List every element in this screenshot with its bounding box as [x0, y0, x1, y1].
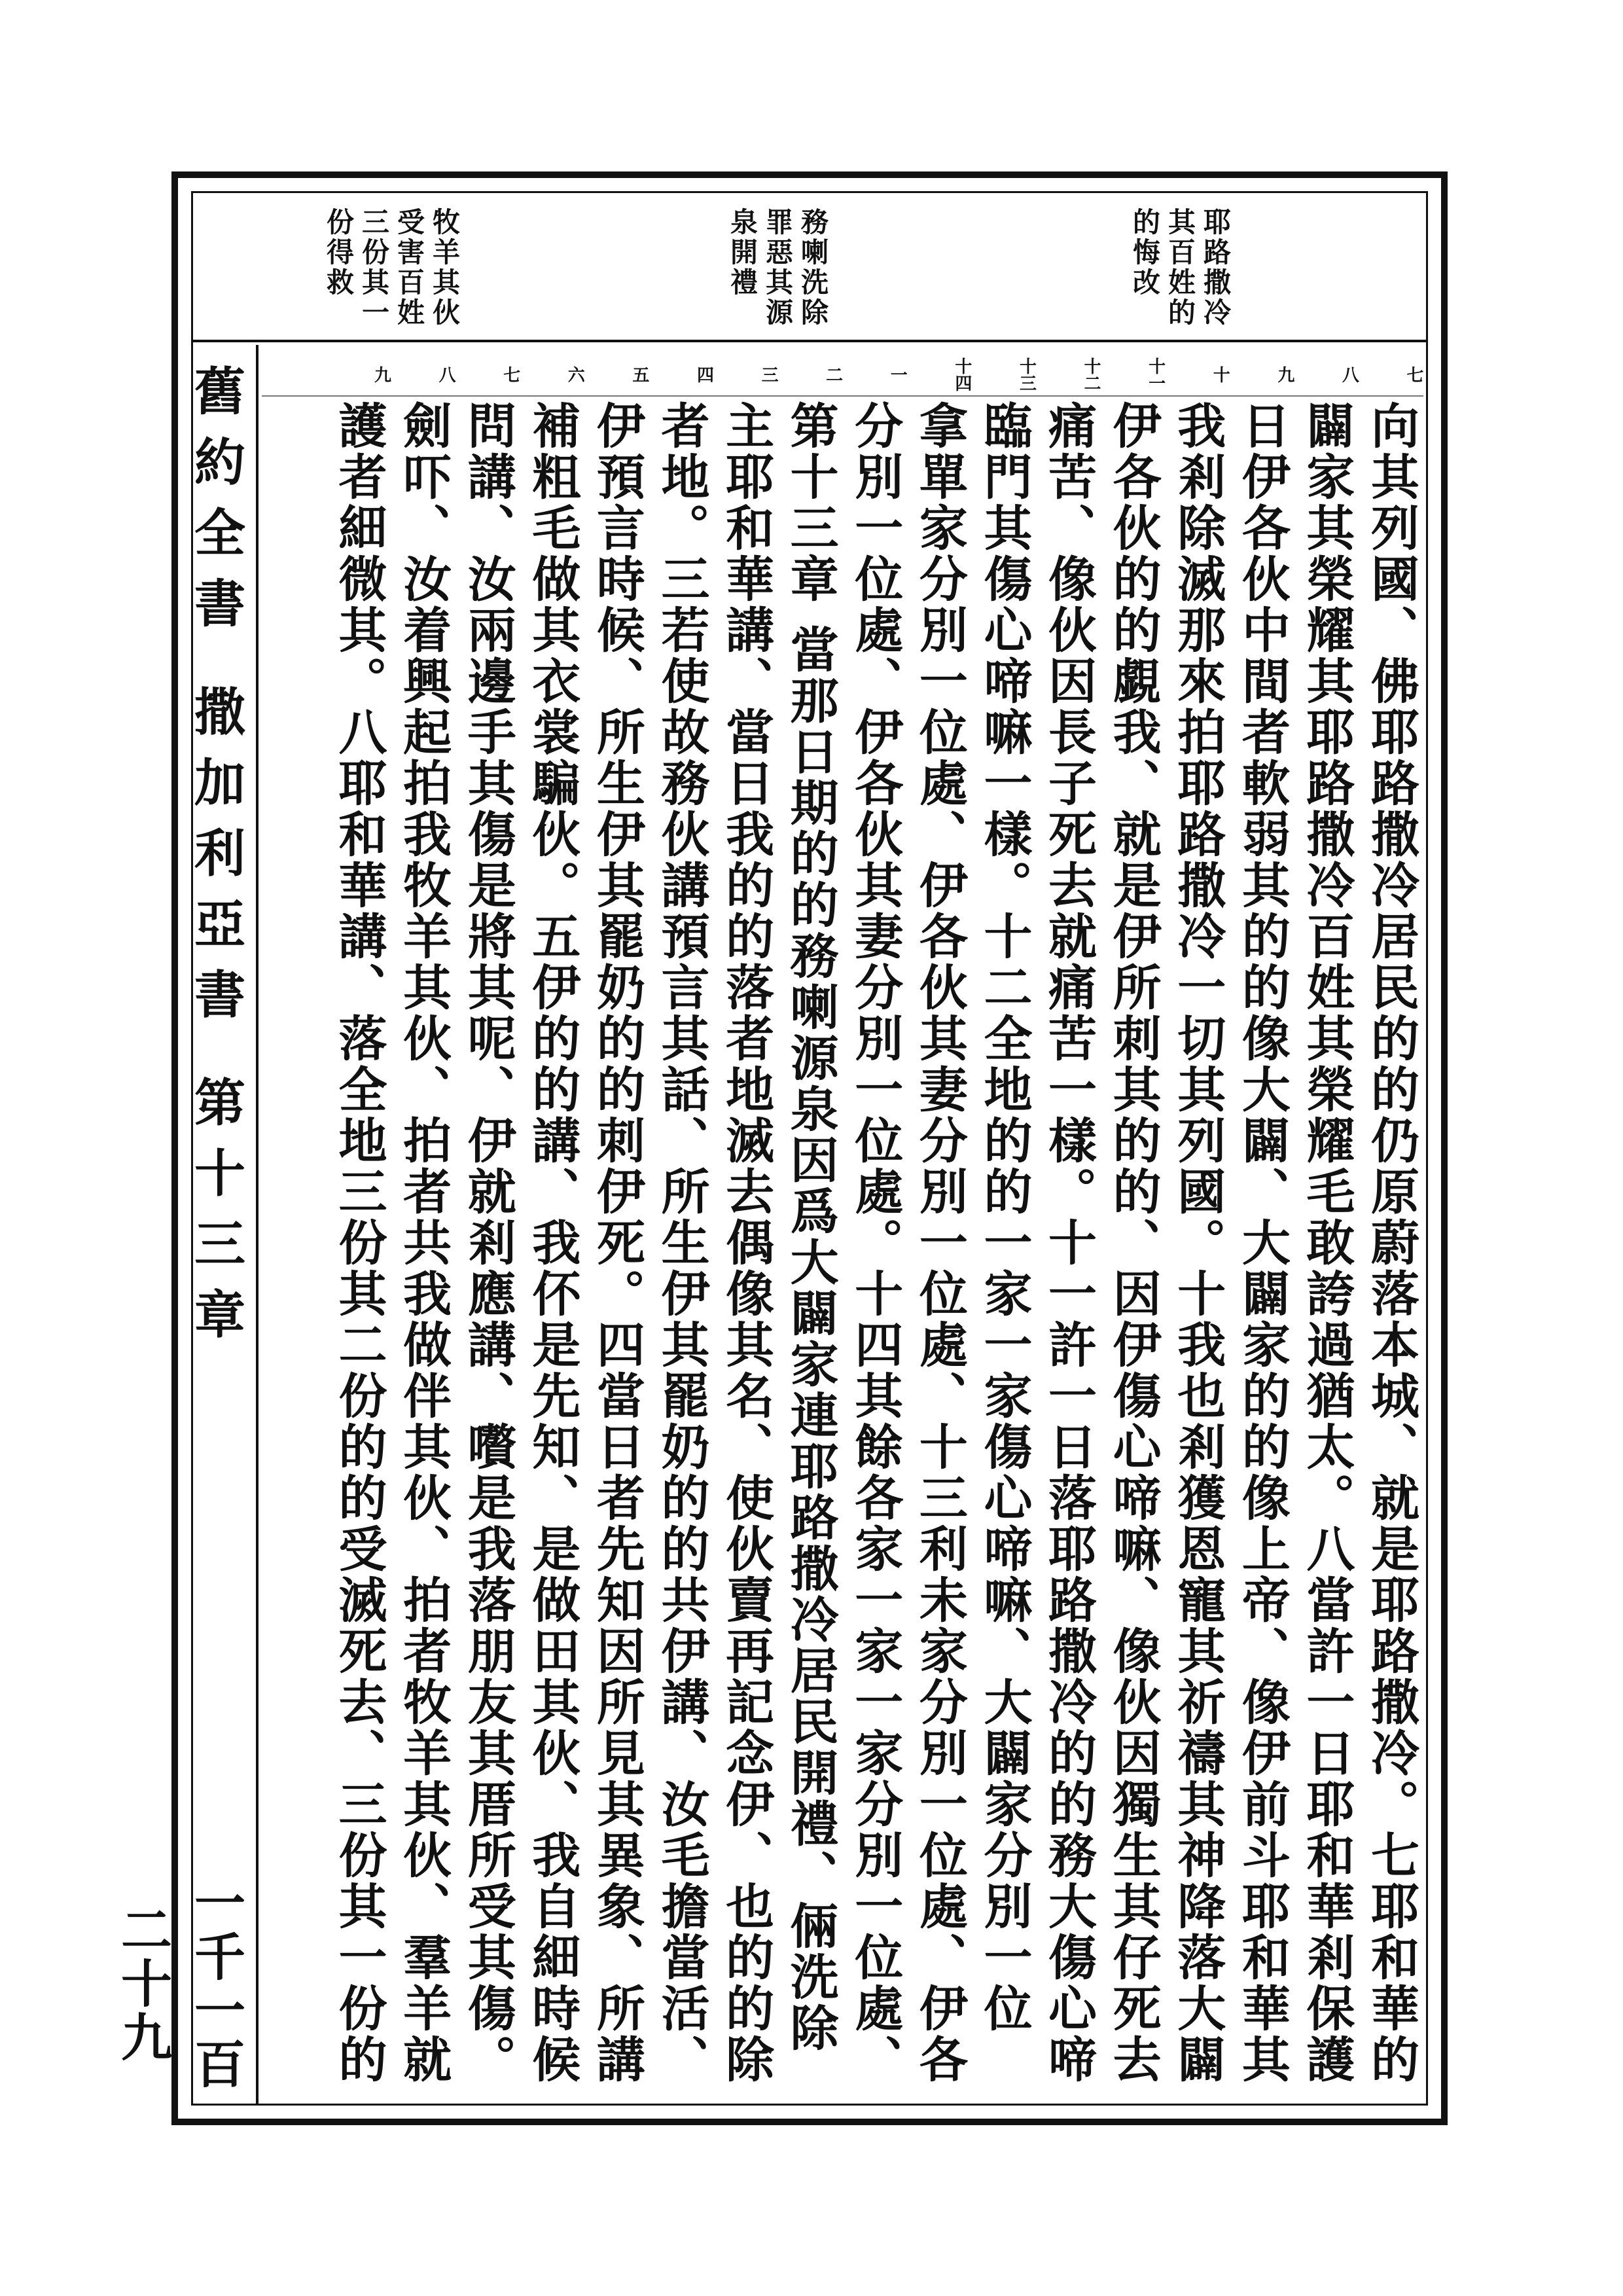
- verse-marker: 八: [436, 366, 456, 383]
- text-column: 伊預言時候、所生伊其罷奶的的刺伊死。四當日者先知因所見其異象、所講: [588, 401, 645, 2085]
- header-note-shepherd: [323, 207, 460, 328]
- verse-marker: 九: [1274, 366, 1294, 383]
- header-note-line: 三份其一: [358, 207, 390, 328]
- running-title: 舊約全書 撒加利亞書 第十三章: [186, 365, 245, 1359]
- text-column: 我剎除滅那來拍耶路撒冷一切其列國。十我也剎獲恩寵其祈禱其神降落大闢: [1169, 401, 1226, 2085]
- header-note-line: 受害百姓: [393, 207, 425, 328]
- verse-marker: 八: [1339, 366, 1359, 383]
- verse-marker: 七: [1404, 366, 1423, 383]
- verse-marker: 九: [371, 366, 391, 383]
- scripture-body: [262, 401, 1423, 2099]
- header-note-line: 份得救: [323, 207, 355, 298]
- verse-marker: 五: [629, 366, 649, 383]
- verse-marker-row: [262, 353, 1423, 397]
- left-margin-column: [113, 345, 259, 2104]
- verse-marker: 十二: [1081, 357, 1101, 391]
- header-note-line: 其百姓的: [1164, 207, 1196, 328]
- verse-marker: 十: [1210, 366, 1230, 383]
- verse-marker: 四: [694, 366, 714, 383]
- text-column: 者地。三若使故務伙講預言其話、所生伊其罷奶的的共伊講、汝毛擔當活、: [653, 401, 710, 2085]
- verse-marker: 十一: [1145, 357, 1166, 391]
- verse-marker: 十四: [952, 357, 972, 391]
- text-column: 伊各伙的的覷我、就是伊所刺其的的、因伊傷心啼嘛、像伙因獨生其仔死去: [1105, 401, 1162, 2085]
- verse-marker: 一: [887, 366, 908, 383]
- text-column: 分別一位處、伊各伙其妻分別一位處。十四其餘各家一家一家分別一位處、: [847, 401, 904, 2085]
- header-note-line: 務喇洗除: [797, 207, 829, 328]
- verse-marker: 十三: [1016, 357, 1037, 391]
- verse-marker: 六: [565, 366, 585, 383]
- text-column: 痛苦、像伙因長子死去就痛苦一樣。十一許一日落耶路撒冷的的務大傷心啼: [1041, 401, 1097, 2085]
- text-column: 補粗毛做其衣裳騙伙。五伊的的講、我伓是先知、是做田其伙、我自細時候: [524, 401, 581, 2085]
- verse-marker: 三: [758, 366, 779, 383]
- text-column: 闢家其榮耀其耶路撒冷百姓其榮耀毛敢誇過猶太。八當許一日耶和華剎保護: [1298, 401, 1355, 2085]
- header-note-line: 泉開禮: [726, 207, 758, 298]
- header-notes-band: [193, 193, 1426, 342]
- text-column: 護者細微其。八耶和華講、落全地三份其二份的的受滅死去、三份其一份的: [330, 401, 387, 2085]
- text-column: 主耶和華講、當日我的的落者地滅去偶像其名、使伙賣再記念伊、也的的除: [718, 401, 775, 2085]
- page-number: 一千一百二十九: [113, 1876, 245, 2091]
- header-note-line: 耶路撒冷: [1200, 207, 1232, 328]
- text-column: 問講、汝兩邊手其傷是將其呢、伊就剎應講、嚽是我落朋友其厝所受其傷。: [459, 401, 516, 2085]
- text-column: 日伊各伙中間者軟弱其的的像大闢、大闢家的的像上帝、像伊前斗耶和華其: [1234, 401, 1291, 2085]
- header-note-repentance: [1129, 207, 1231, 328]
- header-note-line: 牧羊其伙: [429, 207, 461, 328]
- text-column: 劍吓、汝着興起拍我牧羊其伙、拍者共我做伴其伙、拍者牧羊其伙、羣羊就: [395, 401, 452, 2085]
- header-note-line: 的悔改: [1129, 207, 1161, 298]
- verse-marker: 二: [823, 366, 843, 383]
- header-note-fountain: [726, 207, 829, 328]
- header-note-line: 罪惡其源: [762, 207, 794, 328]
- text-column: 第十三章 當那日期的的務喇源泉因爲大闢家連耶路撒冷居民開禮、倆洗除: [782, 401, 839, 2054]
- text-column: 拿單家分別一位處、伊各伙其妻分別一位處、十三利未家分別一位處、伊各: [911, 401, 968, 2085]
- text-column: 臨門其傷心啼嘛一樣。十二全地的的一家一家傷心啼嘛、大闢家分別一位: [976, 401, 1033, 2034]
- text-column: 向其列國、佛耶路撒冷居民的的仍原蔚落本城、就是耶路撒冷。七耶和華的: [1363, 401, 1419, 2085]
- verse-marker: 七: [500, 366, 520, 383]
